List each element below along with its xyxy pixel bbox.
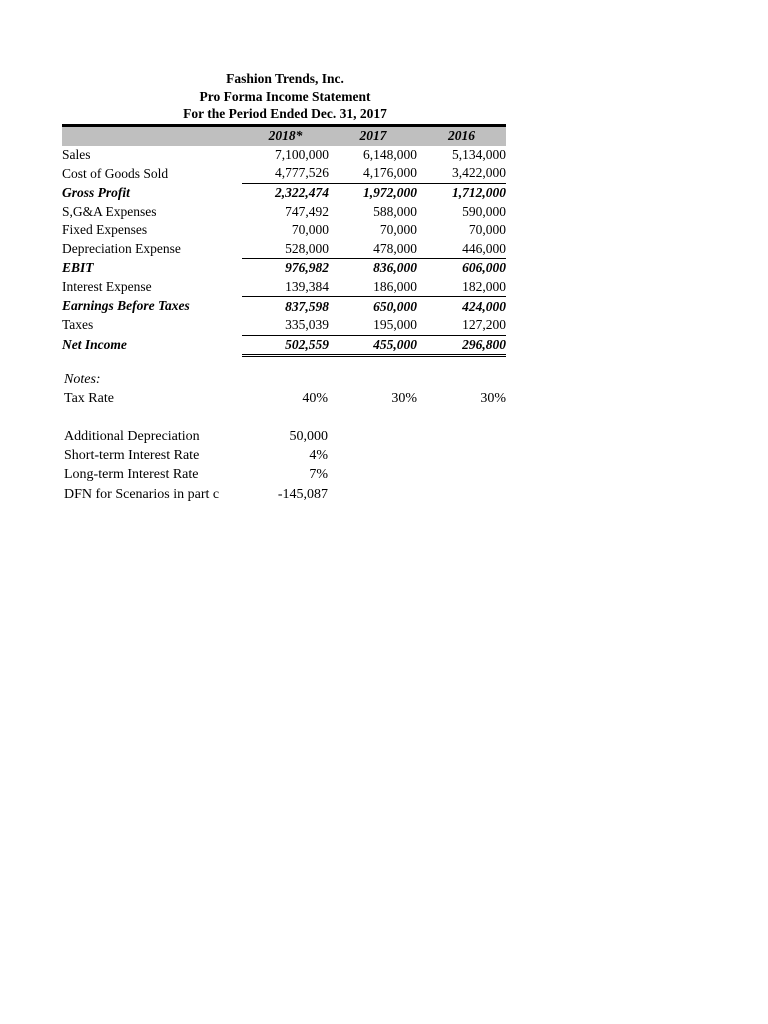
cell-value: 7,100,000	[275, 146, 329, 162]
cell-value: 186,000	[329, 278, 417, 297]
assumption-row-additional-depreciation	[64, 429, 508, 448]
row-depreciation	[62, 240, 506, 259]
column-header-2017: 2017	[329, 126, 417, 146]
row-fixed-expenses	[62, 221, 506, 240]
cell-value: 70,000	[379, 222, 417, 238]
assumption-value: 4%	[309, 448, 328, 463]
statement-period: For the Period Ended Dec. 31, 2017	[183, 106, 387, 121]
row-interest-expense	[62, 278, 506, 297]
assumption-row-long-term-rate	[64, 467, 508, 486]
tax-rate-2017: 30%	[391, 391, 417, 406]
assumption-value: -145,087	[277, 487, 328, 502]
tax-rate-2018: 40%	[302, 391, 328, 406]
cell-value: 3,422,000	[417, 164, 506, 183]
cell-value: 446,000	[417, 240, 506, 259]
row-ebit	[62, 259, 506, 278]
row-label: Taxes	[62, 317, 94, 333]
header-blank-cell	[62, 126, 242, 146]
cell-value: 502,559	[242, 335, 329, 356]
row-label: Cost of Goods Sold	[62, 165, 169, 181]
cell-value: 139,384	[242, 278, 329, 297]
assumption-value: 7%	[309, 467, 328, 482]
row-taxes	[62, 316, 506, 335]
assumption-label: DFN for Scenarios in part c	[64, 487, 220, 502]
notes-heading-row	[64, 372, 508, 391]
row-label: Depreciation Expense	[62, 241, 181, 257]
cell-value: 127,200	[417, 316, 506, 335]
cell-value: 5,134,000	[452, 146, 506, 162]
tax-rate-2016: 30%	[480, 391, 506, 406]
cell-value: 606,000	[462, 260, 506, 276]
assumption-value: 50,000	[289, 429, 328, 444]
row-cogs	[62, 164, 506, 183]
cell-value: 650,000	[373, 298, 417, 314]
cell-value: 2,322,474	[275, 185, 329, 201]
row-label: Interest Expense	[62, 279, 152, 295]
row-sga	[62, 202, 506, 221]
tax-rate-label: Tax Rate	[64, 391, 114, 406]
assumption-row-short-term-rate	[64, 448, 508, 467]
statement-header	[180, 70, 390, 124]
cell-value: 837,598	[285, 298, 329, 314]
income-statement-table	[62, 124, 506, 357]
cell-value: 296,800	[417, 335, 506, 356]
cell-value: 528,000	[242, 240, 329, 259]
row-label: S,G&A Expenses	[62, 203, 157, 219]
tax-rate-row	[64, 391, 508, 410]
cell-value: 455,000	[329, 335, 417, 356]
cell-value: 836,000	[373, 260, 417, 276]
company-name: Fashion Trends, Inc.	[226, 71, 344, 86]
cell-value: 70,000	[291, 222, 329, 238]
cell-value: 478,000	[329, 240, 417, 259]
row-sales	[62, 146, 506, 165]
assumption-label: Long-term Interest Rate	[64, 467, 199, 482]
row-label: Sales	[62, 146, 91, 162]
row-label: EBIT	[62, 260, 94, 276]
cell-value: 4,777,526	[242, 164, 329, 183]
column-header-row	[62, 126, 506, 146]
cell-value: 747,492	[285, 203, 329, 219]
column-header-2016: 2016	[417, 126, 506, 146]
cell-value: 590,000	[462, 203, 506, 219]
assumption-label: Short-term Interest Rate	[64, 448, 200, 463]
cell-value: 335,039	[242, 316, 329, 335]
cell-value: 70,000	[468, 222, 506, 238]
row-label: Net Income	[62, 337, 127, 353]
row-label: Gross Profit	[62, 184, 130, 200]
notes-heading: Notes:	[64, 372, 101, 387]
cell-value: 6,148,000	[363, 146, 417, 162]
row-gross-profit	[62, 183, 506, 202]
cell-value: 424,000	[462, 298, 506, 314]
cell-value: 195,000	[329, 316, 417, 335]
row-label: Fixed Expenses	[62, 222, 148, 238]
cell-value: 976,982	[285, 260, 329, 276]
row-ebt	[62, 297, 506, 316]
column-header-2018: 2018*	[242, 126, 329, 146]
cell-value: 4,176,000	[329, 164, 417, 183]
statement-title: Pro Forma Income Statement	[199, 89, 371, 104]
row-net-income	[62, 335, 506, 356]
cell-value: 588,000	[373, 203, 417, 219]
cell-value: 1,712,000	[452, 185, 506, 201]
cell-value: 1,972,000	[363, 185, 417, 201]
cell-value: 182,000	[417, 278, 506, 297]
assumption-label: Additional Depreciation	[64, 429, 200, 444]
row-label: Earnings Before Taxes	[62, 298, 190, 314]
assumption-row-dfn	[64, 487, 508, 506]
